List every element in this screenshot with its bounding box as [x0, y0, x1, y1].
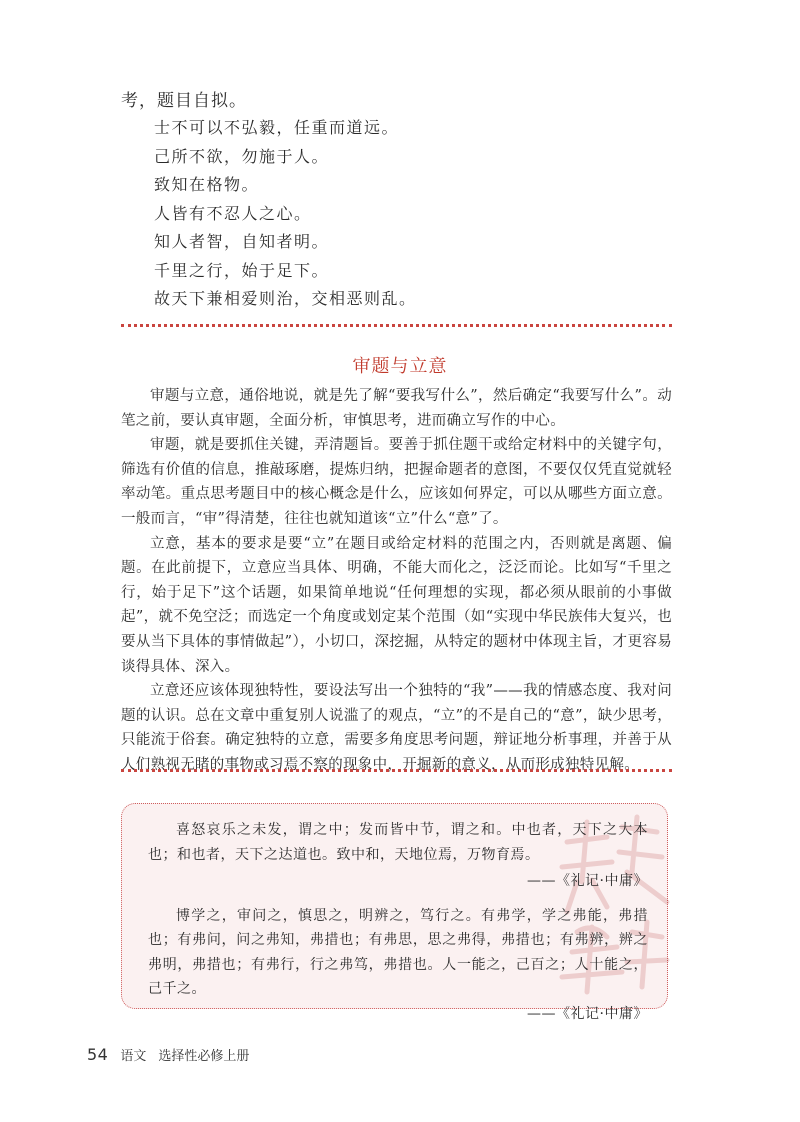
topic-quote: 士不可以不弘毅，任重而道远。 — [154, 118, 400, 137]
topic-quote: 千里之行，始于足下。 — [154, 260, 330, 280]
body-paragraph: 审题与立意，通俗地说，就是先了解“要我写什么”，然后确定“我要写什么”。动笔之前，要认真审题，全面分析，审慎思考，进而确立写作的中心。 — [121, 388, 672, 429]
body-paragraph: 审题，就是要抓住关键，弄清题旨。要善于抓住题干或给定材料中的关键字句，筛选有价值的信息，推敲琢磨，提炼归纳，把握命题者的意图，不要仅仅凭直觉就轻率动笔。重点思考题目中的核心概念是什么，应该如何界定，可以从哪些方面立意。一般而言，“审”得清楚，往往也就知道该“立”什么“意”了。 — [121, 437, 672, 527]
quote-box-content — [148, 818, 648, 1026]
section-divider-top — [121, 324, 672, 327]
topic-quote: 知人者智，自知者明。 — [154, 232, 330, 251]
body-paragraph: 立意还应该体现独特性，要设法写出一个独特的“我”——我的情感态度、我对问题的认识。总在文章中重复别人说滥了的观点，“立”的不是自己的“意”，缺少思考，只能流于俗套。确定独特的立意，需要多角度思考问题，辩证地分析事理，并善于从人们熟视无睹的事物或习焉不察的现象中，开掘新的意义，从而形成独特见解。 — [121, 683, 672, 773]
topic-quote: 故天下兼相爱则治，交相恶则乱。 — [154, 289, 417, 308]
body-paragraph: 立意，基本的要求是要“立”在题目或给定材料的范围之内，否则就是离题、偏题。在此前提下，立意应当具体、明确，不能大而化之，泛泛而论。比如写“千里之行，始于足下”这个话题，如果简单地说“任何理想的实现，都必须从眼前的小事做起”，就不免空泛；而选定一个角度或划定某个范围（如“实现中华民族伟大复兴，也要从当下具体的事情做起”），小切口，深挖掘，从特定的题材中体现主旨，才更容易谈得具体、深入。 — [121, 535, 672, 675]
intro-line: 考，题目自拟。 — [121, 91, 247, 111]
topic-quote-list — [154, 114, 417, 314]
quote-source: ——《礼记·中庸》 — [527, 1005, 648, 1022]
classical-quote: 喜怒哀乐之未发，谓之中；发而皆中节，谓之和。中也者，天下之大本也；和也者，天下之达道也。致中和，天地位焉，万物育焉。 — [148, 822, 648, 863]
section-title: 审题与立意 — [352, 356, 448, 377]
section-body — [121, 384, 672, 778]
topic-quote: 致知在格物。 — [154, 175, 260, 194]
classical-quote: 博学之，审问之，慎思之，明辨之，笃行之。有弗学，学之弗能，弗措也；有弗问，问之弗知，弗措也；有弗思，思之弗得，弗措也；有弗辨，辨之弗明，弗措也；有弗行，行之弗笃，弗措也。人一能之，己百之；人十能之，己千之。 — [148, 907, 648, 997]
book-subject: 语文 — [120, 1049, 147, 1064]
page-number: 54 — [87, 1045, 109, 1064]
quote-source: ——《礼记·中庸》 — [527, 873, 648, 889]
classical-quote-box — [121, 803, 668, 1022]
book-volume: 选择性必修上册 — [158, 1049, 250, 1064]
section-divider-bottom — [121, 769, 672, 772]
topic-quote: 人皆有不忍人之心。 — [154, 203, 312, 223]
topic-quote: 己所不欲，勿施于人。 — [154, 146, 330, 166]
page-footer — [87, 1045, 249, 1064]
